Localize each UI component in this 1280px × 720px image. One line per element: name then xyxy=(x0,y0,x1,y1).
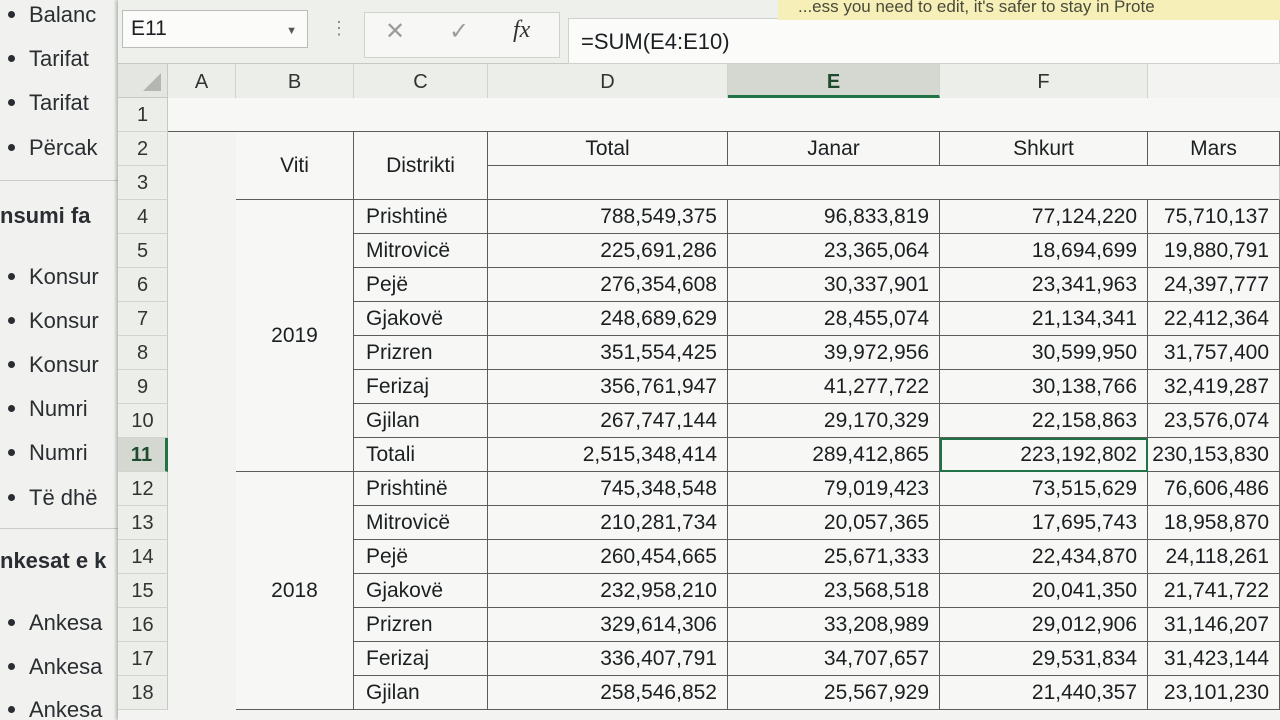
district-cell[interactable]: Gjilan xyxy=(354,676,488,710)
bg-bullet: Konsur xyxy=(8,308,99,334)
row-header-8[interactable]: 8 xyxy=(118,336,168,370)
bg-heading: nsumi fa xyxy=(0,203,91,228)
mars-cell[interactable]: 21,741,722 xyxy=(1148,574,1280,608)
janar-cell[interactable]: 30,337,901 xyxy=(728,268,940,302)
district-cell[interactable]: Pejë xyxy=(354,540,488,574)
row-header-18[interactable]: 18 xyxy=(118,676,168,710)
total-cell[interactable]: 356,761,947 xyxy=(488,370,728,404)
enter-icon[interactable]: ✓ xyxy=(449,18,470,45)
row-header-2[interactable]: 2 xyxy=(118,132,168,166)
active-cell[interactable]: 223,192,802 xyxy=(940,438,1148,472)
mars-cell[interactable]: 31,146,207 xyxy=(1148,608,1280,642)
row-header-1[interactable]: 1 xyxy=(118,98,168,132)
column-header-b[interactable]: B xyxy=(236,64,354,98)
mars-cell[interactable]: 19,880,791 xyxy=(1148,234,1280,268)
shkurt-cell[interactable]: 29,531,834 xyxy=(940,642,1148,676)
mars-cell[interactable]: 31,423,144 xyxy=(1148,642,1280,676)
bg-heading: nkesat e k xyxy=(0,548,107,573)
mars-cell[interactable]: 22,412,364 xyxy=(1148,302,1280,336)
total-cell[interactable]: 329,614,306 xyxy=(488,608,728,642)
shkurt-cell[interactable]: 29,012,906 xyxy=(940,608,1148,642)
name-box[interactable] xyxy=(122,10,308,48)
total-cell[interactable]: 2,515,348,414 xyxy=(488,438,728,472)
bg-bullet: Të dhë xyxy=(8,485,98,511)
shkurt-cell[interactable]: 30,599,950 xyxy=(940,336,1148,370)
total-cell[interactable]: 232,958,210 xyxy=(488,574,728,608)
more-options-icon[interactable]: ⋮ xyxy=(330,18,348,38)
total-cell[interactable]: 276,354,608 xyxy=(488,268,728,302)
row-header-3[interactable]: 3 xyxy=(118,166,168,200)
mars-cell[interactable]: 18,958,870 xyxy=(1148,506,1280,540)
mars-cell[interactable]: 24,397,777 xyxy=(1148,268,1280,302)
janar-cell[interactable]: 289,412,865 xyxy=(728,438,940,472)
shkurt-cell[interactable]: 23,341,963 xyxy=(940,268,1148,302)
row-header-15[interactable]: 15 xyxy=(118,574,168,608)
bg-bullet: Ankesa xyxy=(8,697,102,720)
janar-cell[interactable]: 96,833,819 xyxy=(728,200,940,234)
row-header-13[interactable]: 13 xyxy=(118,506,168,540)
name-box-value: E11 xyxy=(131,17,167,40)
mars-cell[interactable]: 32,419,287 xyxy=(1148,370,1280,404)
mars-cell[interactable]: 31,757,400 xyxy=(1148,336,1280,370)
formula-buttons xyxy=(364,12,560,58)
district-cell[interactable]: Totali xyxy=(354,438,488,472)
row-header-7[interactable]: 7 xyxy=(118,302,168,336)
bg-bullet: Tarifat xyxy=(8,90,89,116)
total-cell[interactable]: 225,691,286 xyxy=(488,234,728,268)
janar-cell[interactable]: 28,455,074 xyxy=(728,302,940,336)
mars-cell[interactable]: 75,710,137 xyxy=(1148,200,1280,234)
bg-bullet: Konsur xyxy=(8,352,99,378)
column-header-a[interactable]: A xyxy=(168,64,236,98)
total-cell[interactable]: 267,747,144 xyxy=(488,404,728,438)
row-header-5[interactable]: 5 xyxy=(118,234,168,268)
bg-bullet: Përcak xyxy=(8,135,97,161)
total-cell[interactable]: 745,348,548 xyxy=(488,472,728,506)
district-cell[interactable]: Mitrovicë xyxy=(354,234,488,268)
select-all-button[interactable] xyxy=(118,64,168,98)
shkurt-cell[interactable]: 20,041,350 xyxy=(940,574,1148,608)
shkurt-cell[interactable]: 21,134,341 xyxy=(940,302,1148,336)
district-cell[interactable]: Pejë xyxy=(354,268,488,302)
mars-cell[interactable]: 23,576,074 xyxy=(1148,404,1280,438)
district-cell[interactable]: Ferizaj xyxy=(354,642,488,676)
district-cell[interactable]: Ferizaj xyxy=(354,370,488,404)
shkurt-cell[interactable]: 22,434,870 xyxy=(940,540,1148,574)
bg-bullet: Numri xyxy=(8,440,88,466)
total-cell[interactable]: 351,554,425 xyxy=(488,336,728,370)
column-header-f[interactable]: F xyxy=(940,64,1148,98)
row-header-9[interactable]: 9 xyxy=(118,370,168,404)
column-header-d[interactable]: D xyxy=(488,64,728,98)
row-header-16[interactable]: 16 xyxy=(118,608,168,642)
total-cell[interactable]: 210,281,734 xyxy=(488,506,728,540)
spreadsheet-window xyxy=(118,0,1280,720)
mars-cell[interactable]: 230,153,830 xyxy=(1148,438,1280,472)
header-shkurt[interactable]: Shkurt xyxy=(940,132,1148,166)
cancel-icon[interactable]: ✕ xyxy=(385,18,406,45)
district-cell[interactable]: Mitrovicë xyxy=(354,506,488,540)
formula-input[interactable]: =SUM(E4:E10) xyxy=(568,18,1280,64)
row-header-14[interactable]: 14 xyxy=(118,540,168,574)
district-cell[interactable]: Gjakovë xyxy=(354,302,488,336)
bg-bullet: Ankesa xyxy=(8,610,102,636)
total-cell[interactable]: 788,549,375 xyxy=(488,200,728,234)
janar-cell[interactable]: 41,277,722 xyxy=(728,370,940,404)
janar-cell[interactable]: 29,170,329 xyxy=(728,404,940,438)
row-1 xyxy=(168,98,1280,132)
janar-cell[interactable]: 34,707,657 xyxy=(728,642,940,676)
district-cell[interactable]: Prishtinë xyxy=(354,472,488,506)
district-cell[interactable]: Prishtinë xyxy=(354,200,488,234)
background-document xyxy=(0,0,120,720)
year-cell[interactable]: 2019 xyxy=(236,200,354,472)
row-header-17[interactable]: 17 xyxy=(118,642,168,676)
shkurt-cell[interactable]: 73,515,629 xyxy=(940,472,1148,506)
total-cell[interactable]: 260,454,665 xyxy=(488,540,728,574)
protected-view-message: ...ess you need to edit, it's safer to stay in Prote xyxy=(778,0,1280,20)
bg-bullet: Balanc xyxy=(8,2,96,28)
header-distrikti[interactable]: Distrikti xyxy=(354,132,488,200)
district-cell[interactable]: Prizren xyxy=(354,336,488,370)
janar-cell[interactable]: 39,972,956 xyxy=(728,336,940,370)
shkurt-cell[interactable]: 77,124,220 xyxy=(940,200,1148,234)
bg-divider xyxy=(0,528,120,529)
mars-cell[interactable]: 24,118,261 xyxy=(1148,540,1280,574)
janar-cell[interactable]: 79,019,423 xyxy=(728,472,940,506)
row-header-10[interactable]: 10 xyxy=(118,404,168,438)
total-cell[interactable]: 258,546,852 xyxy=(488,676,728,710)
column-header-c[interactable]: C xyxy=(354,64,488,98)
header-janar[interactable]: Janar xyxy=(728,132,940,166)
janar-cell[interactable]: 25,671,333 xyxy=(728,540,940,574)
janar-cell[interactable]: 25,567,929 xyxy=(728,676,940,710)
janar-cell[interactable]: 23,365,064 xyxy=(728,234,940,268)
bg-bullet: Konsur xyxy=(8,264,99,290)
shkurt-cell[interactable]: 17,695,743 xyxy=(940,506,1148,540)
shkurt-cell[interactable]: 22,158,863 xyxy=(940,404,1148,438)
bg-bullet: Numri xyxy=(8,396,88,422)
mars-cell[interactable]: 76,606,486 xyxy=(1148,472,1280,506)
insert-function-icon[interactable]: fx xyxy=(513,17,531,43)
header-viti[interactable]: Viti xyxy=(236,132,354,200)
bg-divider xyxy=(0,180,120,181)
column-header-e[interactable]: E xyxy=(728,64,940,98)
district-cell[interactable]: Gjakovë xyxy=(354,574,488,608)
district-cell[interactable]: Gjilan xyxy=(354,404,488,438)
janar-cell[interactable]: 33,208,989 xyxy=(728,608,940,642)
mars-cell[interactable]: 23,101,230 xyxy=(1148,676,1280,710)
header-total[interactable]: Total xyxy=(488,132,728,166)
shkurt-cell[interactable]: 18,694,699 xyxy=(940,234,1148,268)
row-header-4[interactable]: 4 xyxy=(118,200,168,234)
header-mars[interactable]: Mars xyxy=(1148,132,1280,166)
chevron-down-icon[interactable]: ▼ xyxy=(286,25,297,37)
shkurt-cell[interactable]: 21,440,357 xyxy=(940,676,1148,710)
shkurt-cell[interactable]: 30,138,766 xyxy=(940,370,1148,404)
row-header-12[interactable]: 12 xyxy=(118,472,168,506)
total-cell[interactable]: 248,689,629 xyxy=(488,302,728,336)
total-cell[interactable]: 336,407,791 xyxy=(488,642,728,676)
year-cell[interactable]: 2018 xyxy=(236,472,354,710)
header-row-3[interactable] xyxy=(488,166,1280,200)
row-header-6[interactable]: 6 xyxy=(118,268,168,302)
bg-bullet: Ankesa xyxy=(8,654,102,680)
janar-cell[interactable]: 23,568,518 xyxy=(728,574,940,608)
bg-bullet: Tarifat xyxy=(8,46,89,72)
district-cell[interactable]: Prizren xyxy=(354,608,488,642)
row-header-11[interactable]: 11 xyxy=(118,438,168,472)
janar-cell[interactable]: 20,057,365 xyxy=(728,506,940,540)
